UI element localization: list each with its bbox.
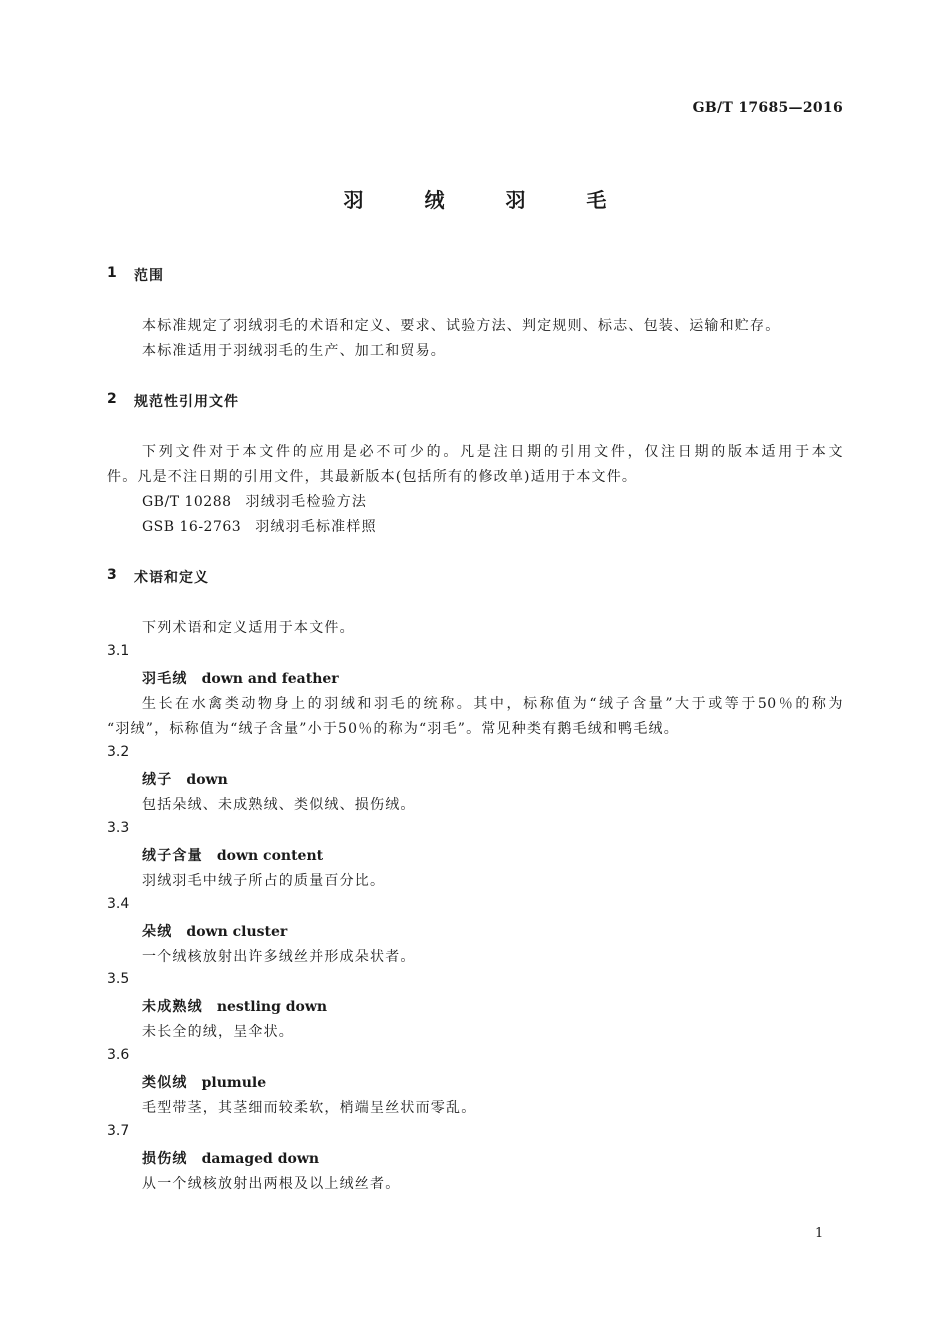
clause-number: 3.6: [107, 1047, 130, 1063]
term-heading: [142, 996, 327, 1016]
normative-paragraph-line-1: 下列文件对于本文件的应用是必不可少的。凡是注日期的引用文件，仅注日期的版本适用于本文: [142, 444, 843, 460]
reference-code: GB/T 10288: [142, 494, 232, 510]
scope-paragraph-2: 本标准适用于羽绒羽毛的生产、加工和贸易。: [142, 343, 446, 359]
term-chinese: 朵绒: [142, 924, 173, 940]
clause-number: 3.7: [107, 1123, 130, 1139]
term-chinese: 未成熟绒: [142, 999, 203, 1015]
normative-paragraph-line-2: 件。凡是不注日期的引用文件，其最新版本(包括所有的修改单)适用于本文件。: [107, 469, 638, 485]
clause-number: 3.3: [107, 820, 130, 836]
reference-code: GSB 16-2763: [142, 519, 242, 535]
section-title-normative-references: 规范性引用文件: [134, 394, 239, 410]
reference-name: 羽绒羽毛检验方法: [245, 494, 368, 510]
term-english: down content: [216, 848, 324, 864]
term-heading: [142, 1148, 319, 1168]
term-chinese: 类似绒: [142, 1075, 188, 1091]
term-definition: 羽绒羽毛中绒子所占的质量百分比。: [142, 873, 386, 889]
term-definition-line-1: 生长在水禽类动物身上的羽绒和羽毛的统称。其中，标称值为“绒子含量”大于或等于50％的称为: [142, 696, 843, 712]
reference-item: [142, 516, 377, 536]
page-number: 1: [815, 1226, 824, 1241]
term-chinese: 羽毛绒: [142, 671, 188, 687]
section-number: 2: [107, 391, 117, 407]
term-english: down and feather: [201, 671, 339, 687]
term-heading: [142, 921, 287, 941]
term-definition: 一个绒核放射出许多绒丝并形成朵状者。: [142, 949, 416, 965]
term-chinese: 绒子: [142, 772, 173, 788]
document-title: 羽 绒 羽 毛: [343, 188, 634, 212]
term-heading: [142, 769, 228, 789]
reference-name: 羽绒羽毛标准样照: [255, 519, 377, 535]
term-definition: 从一个绒核放射出两根及以上绒丝者。: [142, 1176, 401, 1192]
clause-number: 3.2: [107, 744, 130, 760]
term-definition: 未长全的绒，呈伞状。: [142, 1024, 294, 1040]
section-title-scope: 范围: [134, 268, 164, 284]
section-number: 1: [107, 265, 117, 281]
term-chinese: 绒子含量: [142, 848, 203, 864]
section-number: 3: [107, 567, 117, 583]
term-heading: [142, 845, 323, 865]
term-heading: [142, 1072, 266, 1092]
term-english: plumule: [201, 1075, 267, 1091]
term-chinese: 损伤绒: [142, 1151, 188, 1167]
term-heading: [142, 668, 339, 688]
clause-number: 3.4: [107, 896, 130, 912]
term-english: down: [186, 772, 228, 788]
section-title-terms: 术语和定义: [134, 570, 209, 586]
term-definition-line-2: “羽绒”，标称值为“绒子含量”小于50％的称为“羽毛”。常见种类有鹅毛绒和鸭毛绒。: [107, 721, 679, 737]
terms-intro: 下列术语和定义适用于本文件。: [142, 620, 355, 636]
reference-item: [142, 491, 367, 511]
term-definition: 毛型带茎，其茎细而较柔软，梢端呈丝状而零乱。: [142, 1100, 477, 1116]
term-english: nestling down: [216, 999, 328, 1015]
term-definition: 包括朵绒、未成熟绒、类似绒、损伤绒。: [142, 797, 416, 813]
standard-code: GB/T 17685—2016: [692, 100, 843, 116]
term-english: down cluster: [186, 924, 288, 940]
scope-paragraph-1: 本标准规定了羽绒羽毛的术语和定义、要求、试验方法、判定规则、标志、包装、运输和贮存。: [142, 318, 781, 334]
clause-number: 3.1: [107, 643, 130, 659]
clause-number: 3.5: [107, 971, 130, 987]
term-english: damaged down: [201, 1151, 320, 1167]
